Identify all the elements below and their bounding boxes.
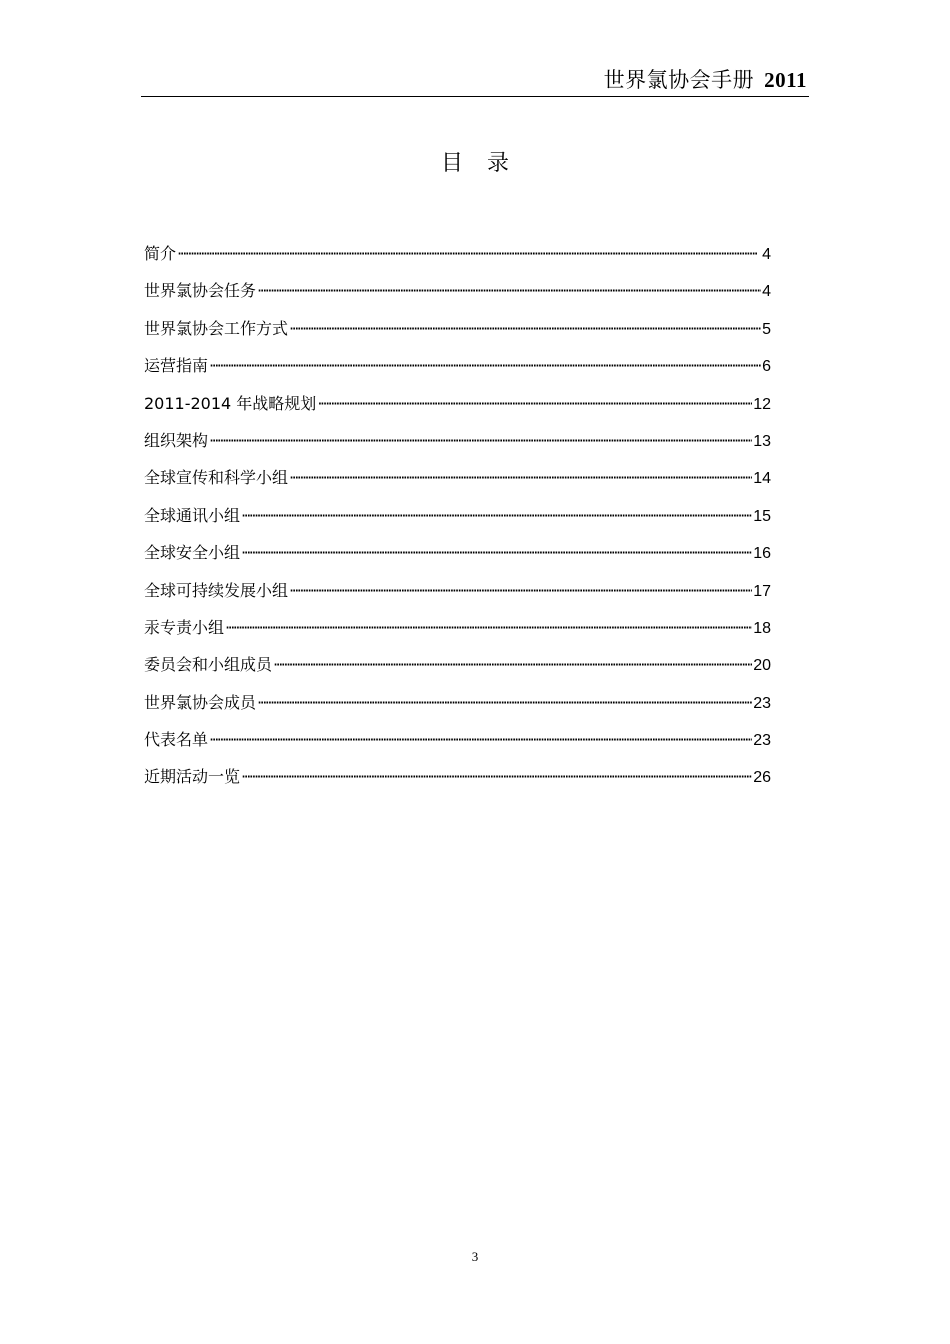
toc-heading: 目录 xyxy=(440,151,533,176)
toc-dot-leader xyxy=(241,543,752,562)
toc-entry[interactable] xyxy=(144,428,771,465)
toc-entry-page: 23 xyxy=(753,694,771,712)
toc-entry-label: 全球宣传和科学小组 xyxy=(144,468,289,488)
toc-entry-label: 世界氯协会成员 xyxy=(144,692,257,712)
toc-entry-label: 全球可持续发展小组 xyxy=(144,580,289,600)
toc-list xyxy=(144,241,771,802)
toc-entry[interactable] xyxy=(144,727,771,764)
toc-dot-leader xyxy=(289,319,761,338)
toc-entry-page: 18 xyxy=(753,619,771,637)
toc-dot-leader xyxy=(273,655,752,674)
toc-entry[interactable] xyxy=(144,578,771,615)
toc-entry-label: 汞专责小组 xyxy=(144,617,225,637)
toc-entry[interactable] xyxy=(144,652,771,689)
toc-dot-leader xyxy=(209,730,752,749)
toc-entry-page: 16 xyxy=(753,545,771,563)
toc-entry-label: 近期活动一览 xyxy=(144,767,241,787)
toc-entry-label: 世界氯协会工作方式 xyxy=(144,318,289,338)
toc-entry[interactable] xyxy=(144,615,771,652)
toc-entry-page: 4 xyxy=(762,283,771,301)
page-number: 3 xyxy=(471,1249,479,1264)
toc-entry-label: 委员会和小组成员 xyxy=(144,655,273,675)
toc-dot-leader xyxy=(257,693,752,712)
toc-entry[interactable] xyxy=(144,690,771,727)
header-year: 2011 xyxy=(764,68,807,92)
toc-dot-leader xyxy=(317,394,752,413)
header-title xyxy=(604,64,807,94)
toc-entry[interactable] xyxy=(144,465,771,502)
toc-entry-page: 12 xyxy=(753,395,771,413)
toc-entry-label: 代表名单 xyxy=(144,730,209,750)
toc-entry-page: 26 xyxy=(753,769,771,787)
toc-entry-label: 组织架构 xyxy=(144,430,209,450)
page-header xyxy=(141,60,809,97)
toc-dot-leader xyxy=(209,356,761,375)
toc-entry[interactable] xyxy=(144,278,771,315)
toc-entry-page: 6 xyxy=(762,358,771,376)
toc-entry-label: 简介 xyxy=(144,244,177,263)
toc-entry[interactable] xyxy=(144,316,771,353)
toc-dot-leader xyxy=(209,431,752,450)
toc-entry-page: 13 xyxy=(753,432,771,450)
toc-dot-leader xyxy=(177,244,761,263)
toc-entry-label: 全球安全小组 xyxy=(144,543,241,563)
toc-entry-label: 2011-2014 年战略规划 xyxy=(144,393,317,413)
toc-dot-leader xyxy=(225,618,752,637)
toc-entry[interactable] xyxy=(144,353,771,390)
toc-entry-label: 全球通讯小组 xyxy=(144,505,241,525)
toc-dot-leader xyxy=(257,281,761,300)
toc-dot-leader xyxy=(289,581,752,600)
toc-entry-page: 23 xyxy=(753,732,771,750)
toc-entry-page: 20 xyxy=(753,657,771,675)
toc-entry-page: 15 xyxy=(753,507,771,525)
toc-entry-page: 17 xyxy=(753,582,771,600)
toc-entry-page: 14 xyxy=(753,470,771,488)
toc-entry-page: 5 xyxy=(762,320,771,338)
toc-entry[interactable] xyxy=(144,391,771,428)
toc-dot-leader xyxy=(289,468,752,487)
header-title-text: 世界氯协会手册 xyxy=(603,68,755,92)
toc-entry-label: 运营指南 xyxy=(144,356,209,376)
toc-entry-page: 4 xyxy=(762,246,771,263)
toc-entry-label: 世界氯协会任务 xyxy=(144,281,257,301)
toc-entry[interactable] xyxy=(144,764,771,801)
toc-entry[interactable] xyxy=(144,241,771,278)
toc-dot-leader xyxy=(241,506,752,525)
toc-entry[interactable] xyxy=(144,540,771,577)
toc-dot-leader xyxy=(241,767,752,786)
toc-entry[interactable] xyxy=(144,503,771,540)
